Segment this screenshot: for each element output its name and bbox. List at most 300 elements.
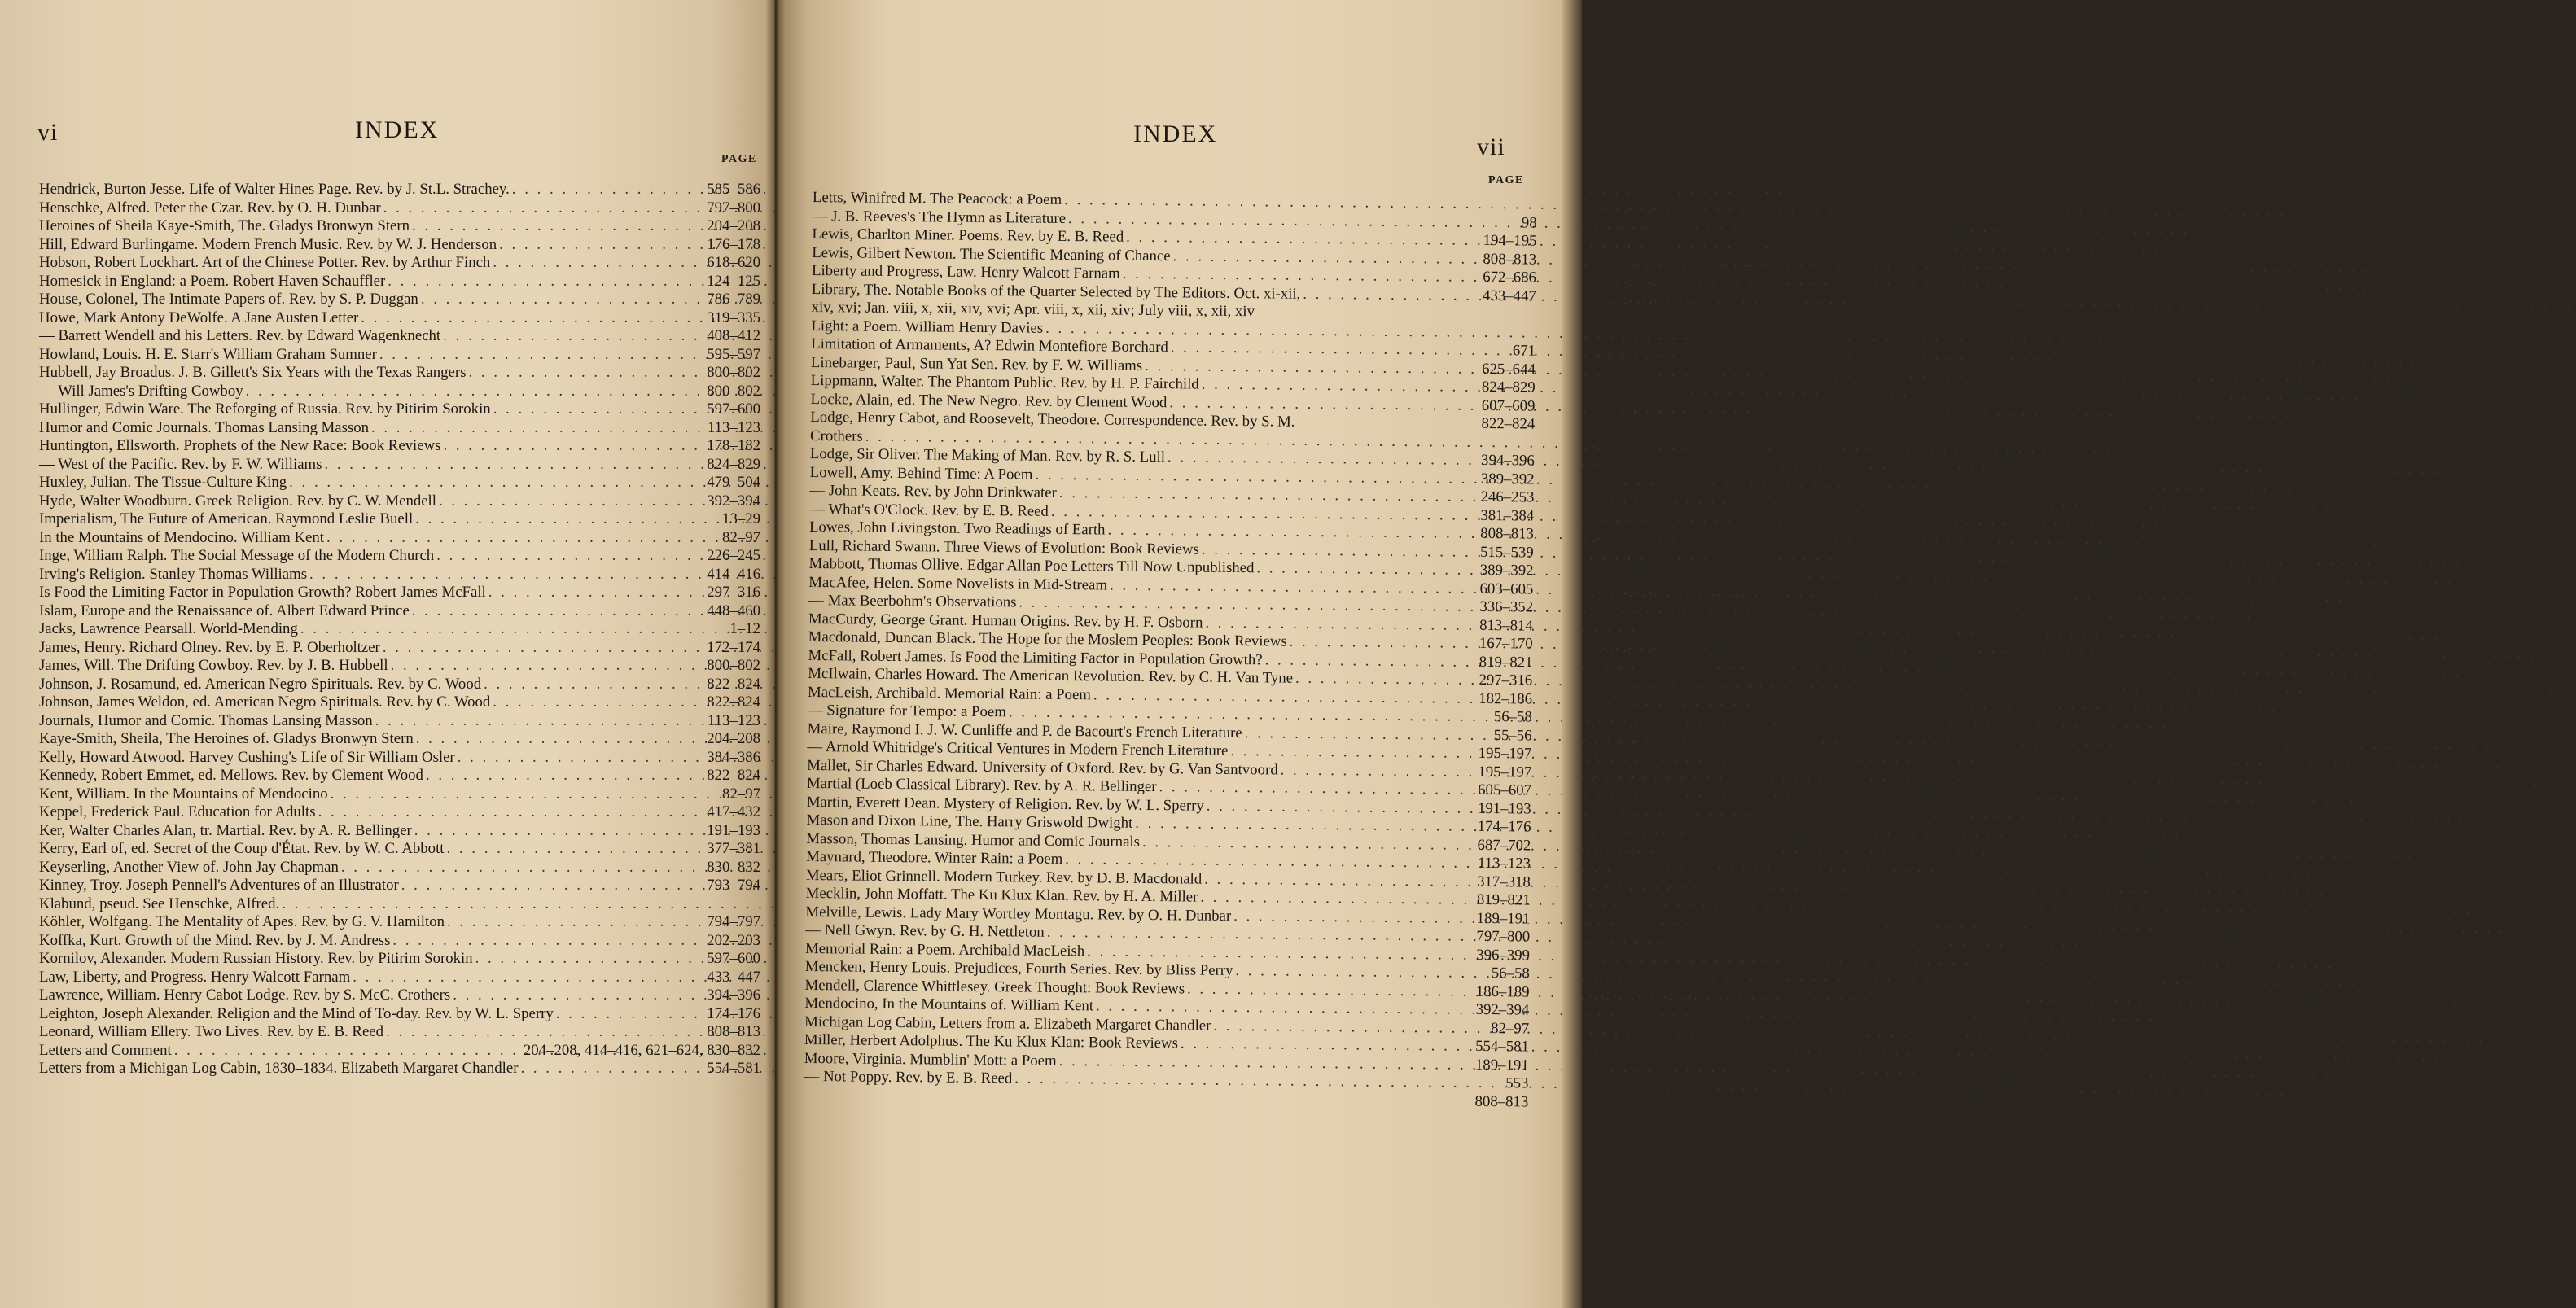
index-entry-page: 113–123	[1477, 854, 1531, 873]
index-entry	[39, 730, 760, 749]
index-entry-page: 394–396	[1481, 451, 1535, 470]
index-entry-page: 479–504	[707, 474, 760, 491]
index-entry-text: Mendell, Clarence Whittlesey. Greek Thought: Book Reviews	[804, 976, 1185, 997]
leader-dots	[490, 693, 702, 712]
index-entry-page: 246–253	[1480, 488, 1535, 506]
leader-dots	[473, 950, 703, 969]
leader-dots	[434, 547, 702, 566]
index-entry-text: MacAfee, Helen. Some Novelists in Mid-Stream	[808, 573, 1108, 593]
index-entry-page: 204–208	[707, 730, 760, 747]
index-entry	[39, 602, 760, 621]
leader-dots	[1199, 540, 1475, 562]
index-entry-text: Hendrick, Burton Jesse. Life of Walter Hines Page. Rev. by J. St.L. Strachey.	[39, 181, 510, 198]
book-gutter-shadow	[765, 0, 785, 1308]
leader-dots	[390, 932, 702, 951]
index-entry-text: Mencken, Henry Louis. Prejudices, Fourth Series. Rev. by Bliss Perry	[804, 957, 1233, 980]
index-entry-page: 202–203	[707, 931, 760, 949]
index-entry	[39, 419, 760, 438]
index-entry	[39, 364, 760, 383]
index-entry-page: 603–605	[1479, 580, 1534, 598]
index-entry-text: Locke, Alain, ed. The New Negro. Rev. by Clement Wood	[810, 390, 1168, 411]
index-entry	[39, 400, 760, 419]
index-entry-page: 191–193	[707, 821, 760, 839]
index-entry-page: 800–802	[707, 657, 760, 674]
index-entry-text: Lippmann, Walter. The Phantom Public. Rev. by H. P. Fairchild	[810, 371, 1199, 393]
leader-dots	[307, 566, 702, 584]
index-entry	[39, 474, 760, 492]
index-entry-text: Köhler, Wolfgang. The Mentality of Apes. Rev. by G. V. Hamilton	[39, 913, 445, 930]
index-entry-page: 672–686	[1483, 268, 1537, 287]
index-entry-page: 56–58	[1491, 965, 1530, 982]
index-entry-text: Masson, Thomas Lansing. Humor and Comic Journals	[806, 829, 1141, 851]
index-entry-page: 172–174	[707, 638, 760, 656]
index-entry	[39, 273, 760, 291]
index-entry-page: 297–316	[707, 584, 760, 601]
index-entry	[39, 639, 760, 658]
index-entry-page: 174–176	[707, 1004, 760, 1022]
index-entry-text: In the Mountains of Mendocino. William Kent	[39, 528, 324, 546]
leader-dots	[358, 309, 702, 328]
index-entry-page: 389–392	[1479, 561, 1534, 580]
index-entry-page: 113–123	[707, 418, 760, 436]
index-entry-page: 597–600	[707, 950, 760, 967]
index-entry-page: 195–197	[1478, 763, 1532, 781]
index-entry-page: 797–800	[1476, 927, 1531, 946]
leader-dots	[381, 199, 703, 218]
index-entry-text: Memorial Rain: a Poem. Archibald MacLeish	[804, 939, 1085, 960]
index-entry-page: 808–813	[1480, 524, 1535, 543]
index-entry	[39, 840, 760, 859]
index-entry-text: Moore, Virginia. Mumblin' Mott: a Poem	[804, 1049, 1057, 1070]
index-entry-page: 226–245	[707, 547, 760, 564]
index-entry-page: 396–399	[1476, 946, 1531, 964]
index-entry-text: — Arnold Whitridge's Critical Ventures in Modern French Literature	[807, 737, 1229, 759]
leader-dots	[1300, 285, 1478, 305]
leader-dots	[385, 273, 702, 291]
index-entry-text: McIlwain, Charles Howard. The American Revolution. Rev. by C. H. Van Tyne	[808, 664, 1294, 687]
index-entry-text: xiv, xvi; Jan. viii, x, xii, xiv, xvi; Apr. viii, x, xii, xiv; July viii, x, xii, xiv	[811, 298, 1255, 321]
page-edge	[1562, 0, 1582, 1308]
leader-dots	[1203, 614, 1474, 635]
leader-dots	[1185, 980, 1471, 1001]
index-entry	[39, 383, 760, 401]
leader-dots	[410, 217, 702, 236]
index-entry-page: 448–460	[707, 602, 760, 619]
index-entry-page: 408–412	[707, 327, 760, 344]
index-entry	[39, 547, 760, 566]
leader-dots	[412, 822, 702, 841]
leader-dots	[1255, 316, 1531, 318]
index-entry-text: Maire, Raymond I. J. W. Cunliffe and P. de Bacourt's French Literature	[807, 720, 1242, 741]
index-entry-text: Mears, Eliot Grinnell. Modern Turkey. Rev. by D. B. Macdonald	[805, 866, 1203, 888]
index-entry-text: Hubbell, Jay Broadus. J. B. Gillett's Six Years with the Texas Rangers	[39, 364, 467, 381]
index-entry-text: Koffka, Kurt. Growth of the Mind. Rev. by J. M. Andress	[39, 931, 391, 949]
index-entry-page: 176–178	[707, 235, 760, 253]
index-entry	[39, 859, 760, 877]
index-entry-page: 554–581	[1475, 1037, 1530, 1056]
leader-dots	[423, 767, 702, 785]
index-entry-page: 794–797	[707, 913, 760, 930]
index-entry-text: Mallet, Sir Charles Edward. University of Oxford. Rev. by G. Van Santvoord	[807, 756, 1278, 779]
index-entry-page: 189–191	[1474, 1056, 1529, 1074]
index-entry-page: 822–824	[707, 767, 760, 784]
leader-dots	[486, 584, 702, 602]
index-entry-page: 98	[1521, 213, 1537, 232]
index-entry-text: Heroines of Sheila Kaye-Smith, The. Gladys Bronwyn Stern	[39, 217, 410, 234]
index-entry-text: — Max Beerbohm's Observations	[808, 591, 1017, 611]
index-entry-page: 515–539	[1479, 543, 1534, 562]
index-entry-page: 605–607	[1478, 781, 1532, 799]
index-entry-text: — Nell Gwyn. Rev. by G. H. Nettleton	[805, 921, 1045, 941]
index-entry	[39, 327, 760, 346]
index-entry-page: 671	[1512, 342, 1536, 360]
index-entry-text: James, Will. The Drifting Cowboy. Rev. by J. B. Hubbell	[39, 657, 388, 674]
leader-dots	[172, 1042, 519, 1061]
leader-dots	[1211, 1017, 1486, 1038]
index-entry	[39, 676, 760, 694]
leader-dots	[328, 785, 717, 804]
leader-dots	[440, 437, 702, 456]
leader-dots	[1242, 724, 1489, 745]
right-folio: vii	[1477, 133, 1505, 160]
index-entry-page: 625–644	[1482, 360, 1536, 378]
index-entry	[39, 492, 760, 511]
index-entry-page: 824–829	[707, 455, 760, 473]
index-entry-text: Letters from a Michigan Log Cabin, 1830–1834. Elizabeth Margaret Chandler	[39, 1060, 519, 1077]
leader-dots	[383, 1023, 702, 1042]
leader-dots	[1287, 633, 1474, 654]
index-entry	[39, 346, 760, 365]
index-entry-text: Lodge, Sir Oliver. The Making of Man. Rev. by R. S. Lull	[809, 444, 1166, 466]
leader-dots	[350, 969, 702, 987]
index-entry-page: 82–97	[722, 785, 760, 803]
index-entry-page: 389–392	[1480, 470, 1535, 488]
leader-dots	[418, 291, 702, 309]
index-entry	[39, 986, 760, 1005]
right-page-title: INDEX	[1133, 120, 1218, 147]
index-entry	[39, 932, 760, 951]
index-entry-text: — Barrett Wendell and his Letters. Rev. by Edward Wagenknecht	[39, 327, 441, 344]
index-entry-text: Lewis, Gilbert Newton. The Scientific Meaning of Chance	[812, 243, 1171, 265]
index-entry-page: 813–814	[1479, 616, 1533, 635]
leader-dots	[466, 364, 702, 383]
index-entry	[39, 584, 760, 602]
index-entry-page: 618–620	[707, 254, 760, 271]
leader-dots	[243, 383, 703, 401]
index-entry	[39, 767, 760, 785]
leader-dots	[388, 657, 703, 676]
index-entry-page: 55–56	[1493, 726, 1532, 745]
index-entry-text: Humor and Comic Journals. Thomas Lansing Masson	[39, 418, 369, 436]
leader-dots	[414, 730, 703, 749]
index-entry-page: 82–97	[722, 528, 760, 546]
index-entry-page: 204–208, 414–416, 621–624, 830–832	[523, 1041, 760, 1059]
index-entry	[39, 1005, 760, 1024]
index-entry-text: Lowes, John Livingston. Two Readings of Earth	[808, 518, 1106, 539]
index-entry	[39, 785, 760, 804]
leader-dots	[377, 346, 702, 365]
index-entry-text: Johnson, James Weldon, ed. American Negro Spirituals. Rev. by C. Wood	[39, 693, 491, 711]
index-entry-text: Huntington, Ellsworth. Prophets of the New Race: Book Reviews	[39, 437, 441, 454]
index-entry-text: Crothers	[809, 427, 863, 445]
index-entry-page: 319–335	[707, 308, 760, 326]
index-entry-text: Lawrence, William. Henry Cabot Lodge. Rev. by S. McC. Crothers	[39, 986, 451, 1004]
index-entry-text: MacCurdy, George Grant. Human Origins. Rev. by H. F. Osborn	[808, 610, 1203, 632]
index-entry-text: Lewis, Charlton Miner. Poems. Rev. by E. B. Reed	[812, 225, 1124, 246]
index-entry-text: Mendocino, In the Mountains of. William Kent	[804, 994, 1094, 1015]
index-entry-text: Jacks, Lawrence Pearsall. World-Mending	[39, 620, 298, 637]
leader-dots	[1278, 761, 1474, 781]
index-entry-page: 822–824	[1481, 414, 1536, 433]
index-entry-page: 819–821	[1479, 653, 1533, 671]
leader-dots	[490, 254, 702, 273]
leader-dots	[450, 986, 702, 1005]
index-entry-page: 394–396	[707, 986, 760, 1004]
index-entry-page: 182–186	[1479, 689, 1533, 708]
index-entry	[39, 620, 760, 639]
index-entry-page: 56–58	[1493, 708, 1532, 726]
index-entry-text: James, Henry. Richard Olney. Rev. by E. P. Oberholtzer	[39, 638, 380, 656]
leader-dots	[1233, 962, 1487, 982]
index-entry-text: Hyde, Walter Woodburn. Greek Religion. Rev. by C. W. Mendell	[39, 492, 436, 510]
leader-dots	[369, 419, 703, 438]
index-entry-page: 82–97	[1491, 1019, 1530, 1037]
index-entry-page: 191–193	[1477, 799, 1531, 818]
index-entry	[39, 895, 760, 914]
leader-dots	[322, 456, 702, 475]
index-entry-page: 124–125	[707, 272, 760, 290]
index-entry	[39, 437, 760, 456]
index-entry-text: — John Keats. Rev. by John Drinkwater	[809, 481, 1057, 501]
leader-dots	[316, 803, 703, 822]
index-entry-text: Kaye-Smith, Sheila, The Heroines of. Gladys Bronwyn Stern	[39, 730, 414, 747]
index-entry	[39, 712, 760, 731]
index-entry-text: Imperialism, The Future of American. Raymond Leslie Buell	[39, 510, 414, 527]
right-page	[775, 0, 1582, 1308]
index-entry	[39, 181, 760, 199]
index-entry-text: — What's O'Clock. Rev. by E. B. Reed	[809, 500, 1049, 520]
index-entry	[39, 1042, 760, 1061]
left-folio: vi	[37, 119, 59, 146]
index-entry-text: Leonard, William Ellery. Two Lives. Rev. by E. B. Reed	[39, 1023, 384, 1040]
leader-dots	[298, 620, 725, 639]
index-entry-text: Kent, William. In the Mountains of Mendocino	[39, 785, 328, 803]
leader-dots	[279, 895, 756, 914]
index-entry-text: Letts, Winifred M. The Peacock: a Poem	[812, 189, 1062, 208]
index-entry-text: Martial (Loeb Classical Library). Rev. by A. R. Bellinger	[806, 774, 1157, 796]
index-entry-text: Law, Liberty, and Progress. Henry Walcott Farnam	[39, 968, 351, 986]
index-entry	[39, 1060, 760, 1078]
index-entry-text: Kelly, Howard Atwood. Harvey Cushing's Life of Sir William Osler	[39, 748, 455, 766]
index-entry-text: Is Food the Limiting Factor in Population Growth? Robert James McFall	[39, 584, 486, 601]
index-entry-text: — Will James's Drifting Cowboy	[39, 382, 243, 400]
right-page-column-label: PAGE	[1488, 174, 1524, 186]
index-entry-page: 822–824	[707, 693, 760, 711]
leader-dots	[481, 676, 702, 694]
index-entry-text: Hill, Edward Burlingame. Modern French Music. Rev. by W. J. Henderson	[39, 235, 497, 253]
left-page-title: INDEX	[355, 116, 440, 143]
index-entry-text: Miller, Herbert Adolphus. The Ku Klux Klan: Book Reviews	[804, 1030, 1179, 1052]
index-entry	[39, 291, 760, 309]
index-entry-page: 585–586	[707, 181, 760, 198]
index-entry-page: 433–447	[707, 968, 760, 986]
index-entry	[39, 566, 760, 584]
index-entry-page: 377–381	[707, 840, 760, 857]
index-entry-page: 204–208	[707, 217, 760, 234]
leader-dots	[373, 712, 703, 731]
index-entry-page: 800–802	[707, 364, 760, 381]
index-entry-page: 553	[1505, 1074, 1529, 1092]
index-entry	[39, 803, 760, 822]
index-entry-page: 381–384	[1480, 506, 1535, 525]
leader-dots	[324, 529, 717, 548]
index-entry-page: 786–789	[707, 291, 760, 308]
index-entry-page: 167–170	[1479, 634, 1533, 653]
index-entry-text: Journals, Humor and Comic. Thomas Lansing Masson	[39, 711, 373, 729]
index-entry-text: Kerry, Earl of, ed. Secret of the Coup d'État. Rev. by W. C. Abbott	[39, 840, 445, 857]
index-entry	[39, 529, 760, 548]
index-entry-page: 174–176	[1477, 817, 1531, 836]
index-entry-text: Lowell, Amy. Behind Time: A Poem	[809, 463, 1033, 483]
leader-dots	[1263, 651, 1474, 671]
leader-dots	[1202, 870, 1472, 891]
index-entry-text: Mabbott, Thomas Ollive. Edgar Allan Poe Letters Till Now Unpublished	[808, 554, 1255, 577]
index-entry-page: 819–821	[1476, 890, 1531, 909]
index-entry	[39, 877, 760, 895]
leader-dots	[455, 749, 703, 768]
index-entry-page: 178–182	[707, 437, 760, 454]
index-entry-text: Library, The. Notable Books of the Quarter Selected by The Editors. Oct. xi-xii,	[811, 280, 1301, 303]
index-entry-text: Letters and Comment	[39, 1041, 172, 1059]
index-entry-text: McFall, Robert James. Is Food the Limiting Factor in Population Growth?	[808, 646, 1263, 668]
index-entry-text: House, Colonel, The Intimate Papers of. Rev. by S. P. Duggan	[39, 291, 418, 308]
index-entry-text: Henschke, Alfred. Peter the Czar. Rev. by O. H. Dunbar	[39, 199, 381, 217]
index-entry-text: Hobson, Robert Lockhart. Art of the Chinese Potter. Rev. by Arthur Finch	[39, 254, 491, 271]
left-page-column-label: PAGE	[721, 153, 757, 165]
index-entry-page: 417–432	[707, 803, 760, 820]
index-entry-text: Limitation of Armaments, A? Edwin Montefiore Borchard	[811, 335, 1168, 357]
index-entry-page: 392–394	[707, 492, 760, 510]
index-entry-page: 595–597	[707, 345, 760, 363]
index-entry-text: Lodge, Henry Cabot, and Roosevelt, Theodore. Correspondence. Rev. by S. M.	[810, 408, 1295, 431]
index-entry-text: Kornilov, Alexander. Modern Russian History. Rev. by Pitirim Sorokin	[39, 950, 473, 967]
index-entry-page: 793–794	[707, 877, 760, 894]
index-entry	[39, 913, 760, 932]
leader-dots	[339, 859, 702, 877]
index-entry-page: 822–824	[707, 675, 760, 693]
index-entry-page: 687–702	[1477, 836, 1531, 855]
leader-dots	[399, 877, 703, 895]
index-entry-text: Klabund, pseud. See Henschke, Alfred.	[39, 895, 280, 912]
index-entry-text: Irving's Religion. Stanley Thomas Williams	[39, 565, 308, 583]
index-entry-text: Leighton, Joseph Alexander. Religion and the Mind of To-day. Rev. by W. L. Sperry	[39, 1004, 554, 1022]
index-entry-text: Ker, Walter Charles Alan, tr. Martial. Rev. by A. R. Bellinger	[39, 821, 412, 839]
index-entry-page: 336–352	[1479, 597, 1534, 616]
leader-dots	[1293, 670, 1474, 690]
index-entry-page: 195–197	[1478, 744, 1532, 763]
index-entry-text: Johnson, J. Rosamund, ed. American Negro Spirituals. Rev. by C. Wood	[39, 675, 482, 693]
index-entry-text: Macdonald, Duncan Black. The Hope for the Moslem Peoples: Book Reviews	[808, 628, 1287, 650]
index-entry-page: 830–832	[707, 858, 760, 876]
leader-dots	[1228, 742, 1473, 763]
index-entry	[39, 456, 760, 475]
index-entry-page: 392–394	[1475, 1000, 1530, 1019]
leader-dots	[440, 327, 702, 346]
index-entry-text: Kennedy, Robert Emmet, ed. Mellows. Rev. by Clement Wood	[39, 767, 423, 784]
index-entry-text: Kinney, Troy. Joseph Pennell's Adventures of an Illustrator	[39, 877, 399, 894]
leader-dots	[287, 474, 702, 492]
index-entry	[39, 822, 760, 841]
index-entry-page: 808–813	[1483, 250, 1537, 269]
index-entry-text: Maynard, Theodore. Winter Rain: a Poem	[806, 847, 1063, 868]
index-entry-page: 797–800	[707, 199, 760, 217]
index-entry-page: 808–813	[707, 1023, 760, 1040]
index-entry-text: Homesick in England: a Poem. Robert Haven Schauffler	[39, 272, 386, 290]
leader-dots	[497, 236, 702, 255]
index-entry-page: 194–195	[1483, 231, 1537, 250]
leader-dots	[413, 510, 717, 529]
leader-dots	[1295, 427, 1476, 428]
trailing-page-number: 808–813	[1474, 1092, 1529, 1110]
index-entry-text: Inge, William Ralph. The Social Message of the Modern Church	[39, 547, 435, 564]
leader-dots	[1199, 376, 1477, 397]
index-entry-text: Linebarger, Paul, Sun Yat Sen. Rev. by F. W. Williams	[810, 353, 1143, 374]
index-entry-page: 607–609	[1481, 396, 1536, 415]
leader-dots	[1204, 797, 1473, 818]
index-entry	[39, 254, 760, 273]
index-entry	[39, 657, 760, 676]
leader-dots	[491, 400, 703, 419]
index-entry-text: Hullinger, Edwin Ware. The Reforging of Russia. Rev. by Pitirim Sorokin	[39, 400, 491, 418]
leader-dots	[410, 602, 702, 621]
index-entry-text: Keyserling, Another View of. John Jay Chapman	[39, 858, 339, 876]
leader-dots	[1198, 889, 1472, 910]
index-entry-text: Mecklin, John Moffatt. The Ku Klux Klan. Rev. by H. A. Miller	[805, 884, 1198, 906]
index-entry	[39, 199, 760, 218]
index-entry-page: 186–189	[1475, 982, 1530, 1000]
leader-dots	[510, 181, 702, 199]
index-entry	[39, 510, 760, 529]
leader-dots	[519, 1060, 703, 1078]
index-entry-text: Lull, Richard Swann. Three Views of Evolution: Book Reviews	[808, 536, 1199, 558]
index-entry-page: 414–416	[707, 565, 760, 583]
leader-dots	[1231, 907, 1472, 927]
leader-dots	[554, 1005, 703, 1024]
index-entry-text: Light: a Poem. William Henry Davies	[811, 317, 1044, 337]
index-entry-page: 13–29	[722, 510, 760, 527]
index-entry-page: 824–829	[1481, 378, 1536, 396]
index-entry-text: Michigan Log Cabin, Letters from a. Elizabeth Margaret Chandler	[804, 1013, 1211, 1035]
right-index-list	[804, 189, 1537, 1111]
index-entry-text: Huxley, Julian. The Tissue-Culture King	[39, 474, 287, 491]
index-entry-text: — Signature for Tempo: a Poem	[807, 701, 1006, 721]
index-entry-text: Howe, Mark Antony DeWolfe. A Jane Austen Letter	[39, 308, 359, 326]
index-entry-text: — J. B. Reeves's The Hymn as Literature	[812, 207, 1067, 227]
index-entry-page: 113–123	[707, 711, 760, 729]
index-entry-text: Islam, Europe and the Renaissance of. Albert Edward Prince	[39, 602, 410, 619]
index-entry-text: Martin, Everett Dean. Mystery of Religion. Rev. by W. L. Sperry	[806, 793, 1204, 815]
index-entry-text: — Not Poppy. Rev. by E. B. Reed	[804, 1067, 1013, 1087]
index-entry-page: 554–581	[707, 1060, 760, 1077]
index-entry-page: 317–318	[1477, 873, 1531, 891]
index-entry-text: Liberty and Progress, Law. Henry Walcott Farnam	[811, 261, 1120, 282]
left-page	[0, 0, 775, 1308]
index-entry-page: 800–802	[707, 382, 760, 400]
leader-dots	[380, 639, 702, 658]
leader-dots	[1254, 559, 1475, 580]
index-entry-page: 1–12	[729, 620, 760, 637]
index-entry	[39, 1023, 760, 1042]
